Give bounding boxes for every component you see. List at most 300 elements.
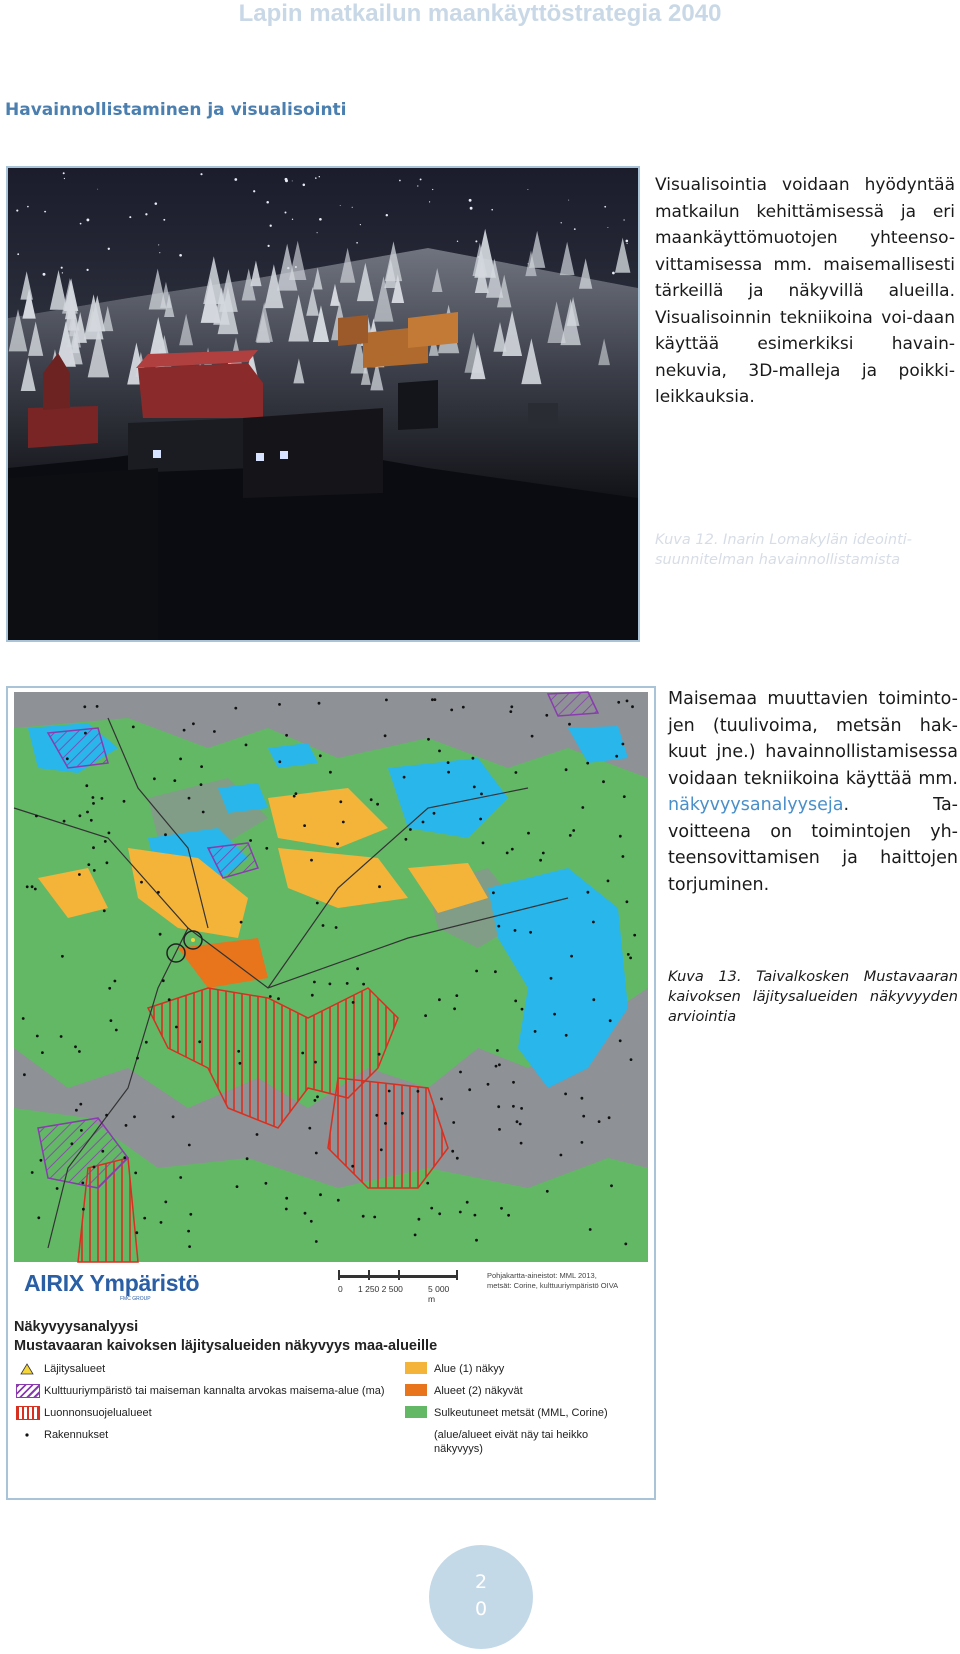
building-dot [93, 869, 96, 872]
building-dot [409, 828, 412, 831]
nature-reserve-swatch [16, 1406, 40, 1420]
building-dot [101, 1150, 104, 1153]
building-dot [92, 796, 95, 799]
building-dot [314, 1061, 317, 1064]
star [527, 189, 528, 190]
building-dot [466, 1201, 469, 1204]
building-dot [450, 709, 453, 712]
forest-swatch [405, 1406, 427, 1418]
building-dot [495, 1065, 498, 1068]
building-dot [546, 1190, 549, 1193]
figure-13-caption: Kuva 13. Taivalkosken Mustavaaran kaivoksen läjitysalueiden näkyvyyden arviointia [668, 969, 958, 1025]
building-dot [93, 1166, 96, 1169]
star [253, 190, 255, 192]
building-dot [56, 1187, 59, 1190]
block2-paragraph-start: Maisemaa muuttavien toiminto-jen (tuulivoima, metsän hak-kuut jne.) havainnollistamisessa voidaan tekniikoina käyttää mm. [668, 689, 958, 789]
star [623, 219, 624, 220]
building-dot [494, 970, 497, 973]
star [163, 219, 165, 221]
building-dot [515, 771, 518, 774]
star [266, 201, 269, 204]
star [86, 269, 88, 271]
scale-bar [338, 1267, 458, 1304]
building-dot [514, 1000, 517, 1003]
star [317, 232, 318, 233]
building-dot [531, 735, 534, 738]
building-dot [277, 997, 280, 1000]
building-dot [462, 706, 465, 709]
map-image [8, 688, 654, 1268]
star [179, 254, 182, 257]
building-dot [507, 1214, 510, 1217]
building-dot [479, 818, 482, 821]
legend-title-line2: Mustavaaran kaivoksen läjitysalueiden näkyvyys maa-alueille [14, 1338, 438, 1354]
building-dot [80, 1129, 83, 1132]
building-dot [564, 1093, 567, 1096]
building-dot [370, 798, 373, 801]
star [360, 224, 361, 225]
page-number-digit-1: 2 [474, 1571, 488, 1593]
building-dot [512, 1105, 515, 1108]
building-dot [26, 885, 29, 888]
building-dot [497, 1105, 500, 1108]
culture-area-swatch [16, 1384, 40, 1398]
building-dot [236, 1185, 239, 1188]
figure-12-caption: Kuva 12. Inarin Lomakylän ideointi-suunnitelman havainnollistamista [655, 532, 913, 568]
building-dot [572, 829, 575, 832]
building-dot [592, 921, 595, 924]
map-legend [12, 1266, 642, 1494]
building-dot [134, 1172, 137, 1175]
building-dot [133, 1115, 136, 1118]
star [469, 199, 472, 202]
visible-1-swatch [405, 1362, 427, 1374]
building-dot [527, 832, 530, 835]
star [158, 244, 159, 245]
building-dot [316, 902, 319, 905]
building-dot [401, 1112, 404, 1115]
star [475, 240, 477, 242]
building-dot [473, 786, 476, 789]
building-dot [304, 1212, 307, 1215]
building-dot [431, 698, 434, 701]
star [155, 202, 158, 205]
building-dot [514, 929, 517, 932]
building-dot [335, 926, 338, 929]
star [470, 207, 473, 210]
building-dot [153, 777, 156, 780]
building-dot [157, 891, 160, 894]
visibility-analysis-link[interactable]: näkyvyysanalyyseja [668, 795, 844, 815]
building-dot [627, 953, 630, 956]
building-dot [440, 1098, 443, 1101]
building-dot [313, 981, 316, 984]
building-dot [510, 705, 513, 708]
building-dot [87, 863, 90, 866]
building-dot [373, 1216, 376, 1219]
building-dot [246, 1157, 249, 1160]
star [292, 219, 293, 220]
building-dot [438, 998, 441, 1001]
building-dot [496, 1049, 499, 1052]
building-dot [140, 881, 143, 884]
star [292, 180, 293, 181]
figure-12-night-visualisation [6, 166, 640, 642]
building-dot [351, 1165, 354, 1168]
night-village-illustration [8, 168, 638, 640]
building-dot [285, 1208, 288, 1211]
building-dot [192, 722, 195, 725]
star [16, 210, 18, 212]
building-dot [581, 1141, 584, 1144]
building-dot [480, 793, 483, 796]
building-dot [310, 859, 313, 862]
building-dot [630, 1058, 633, 1061]
building-dot [22, 1017, 25, 1020]
building-dot [31, 885, 34, 888]
building-dot [66, 757, 69, 760]
building-dot [512, 1081, 515, 1084]
building-dot [434, 698, 437, 701]
building-dot [378, 1053, 381, 1056]
building-dot [234, 707, 237, 710]
building-dot [609, 1019, 612, 1022]
building-dot [303, 824, 306, 827]
star [399, 180, 401, 182]
building-dot [506, 852, 509, 855]
block1-paragraph: Visualisointia voidaan hyödyntää matkailun kehittämisessä ja eri maankäyttömuotojen yhteenso-vittamisessa mm. maisemallisesti tärkeillä ja näkyvillä alueilla. Visualisoinnin tekniikoina voi-daan käyttää esimerkiksi havain-nekuvia, 3D-malleja ja poikki-leikkauksia. [655, 175, 955, 407]
building-dot [539, 859, 542, 862]
building-dot [213, 730, 216, 733]
building-dot [520, 1107, 523, 1110]
building-dot [424, 1014, 427, 1017]
star [200, 173, 202, 175]
building-dot [475, 970, 478, 973]
legend-forests: Sulkeutuneet metsät (MML, Corine) [434, 1407, 608, 1419]
legend-visible-1: Alue (1) näkyy [434, 1363, 505, 1375]
building-dot [110, 1019, 113, 1022]
star [27, 206, 29, 208]
building-dot [592, 998, 595, 1001]
building-dot [295, 792, 298, 795]
building-dot [63, 820, 66, 823]
building-dot [60, 1035, 63, 1038]
star [97, 189, 98, 190]
star [61, 267, 63, 269]
building-dot [492, 891, 495, 894]
building-dot [560, 1154, 563, 1157]
building-dot [164, 1201, 167, 1204]
building-dot [336, 842, 339, 845]
building-dot [78, 1050, 81, 1053]
building-dot [608, 1116, 611, 1119]
building-dot [362, 1215, 365, 1218]
building-dot [316, 1095, 319, 1098]
star [129, 216, 131, 218]
building-dot [202, 811, 205, 814]
legend-not-visible-line2: näkyvyys) [434, 1443, 483, 1455]
legend-nature-reserves: Luonnonsuojelualueet [44, 1407, 152, 1419]
building-dot [403, 776, 406, 779]
building-dot [85, 784, 88, 787]
building-dot [132, 726, 135, 729]
building-dot [529, 931, 532, 934]
building-dot [188, 1245, 191, 1248]
star [627, 243, 628, 244]
star [64, 178, 65, 179]
building-dot [311, 994, 314, 997]
star [108, 248, 110, 250]
building-dot [615, 755, 618, 758]
star [491, 209, 493, 211]
building-dot [92, 802, 95, 805]
building-dot [582, 1115, 585, 1118]
building-dot [511, 848, 514, 851]
star [86, 218, 89, 221]
building-dot [586, 762, 589, 765]
building-dot [74, 1045, 77, 1048]
figure-13-visibility-map [6, 686, 656, 1500]
star [352, 207, 353, 208]
building-dot [198, 1040, 201, 1043]
building-dot [301, 1052, 304, 1055]
building-dot [384, 734, 387, 737]
building-dot [61, 955, 64, 958]
star [159, 252, 160, 253]
building-dot [619, 835, 622, 838]
star [356, 242, 358, 244]
building-dot [542, 852, 545, 855]
building-dot [41, 1051, 44, 1054]
building-dot [315, 1152, 318, 1155]
scale-label-0: 0 [338, 1284, 343, 1294]
building-dot [329, 983, 332, 986]
building-dot [145, 1041, 148, 1044]
star [303, 184, 306, 187]
building-dot [329, 771, 332, 774]
building-dot [380, 1148, 383, 1151]
star [432, 189, 433, 190]
building-dot [315, 1240, 318, 1243]
building-dot [200, 783, 203, 786]
building-dot [37, 1216, 40, 1219]
building-dot [172, 1115, 175, 1118]
building-dot [79, 1103, 82, 1106]
building-dot [34, 888, 37, 891]
building-dot [352, 1001, 355, 1004]
building-dot [82, 1208, 85, 1211]
building-dot [475, 1239, 478, 1242]
building-dot [581, 1097, 584, 1100]
building-dot [108, 987, 111, 990]
building-dot [384, 1122, 387, 1125]
building-dot [587, 891, 590, 894]
building-dot [256, 1133, 259, 1136]
star [561, 222, 562, 223]
document-title: Lapin matkailun maankäyttöstrategia 2040 [238, 0, 722, 27]
building-dot [426, 1182, 429, 1185]
building-dot [468, 1088, 471, 1091]
building-dot [308, 1127, 311, 1130]
building-dot [318, 702, 321, 705]
building-dot [187, 1230, 190, 1233]
building-dot [378, 885, 381, 888]
building-dot [624, 1243, 627, 1246]
building-dot [430, 1207, 433, 1210]
building-dot [179, 1176, 182, 1179]
building-dot [269, 995, 272, 998]
star [417, 185, 418, 186]
building-dot [418, 1218, 421, 1221]
building-dot [472, 757, 475, 760]
building-dot [581, 806, 584, 809]
star [285, 212, 287, 214]
building-dot [497, 925, 500, 928]
building-dot [565, 768, 568, 771]
building-dot [550, 977, 553, 980]
building-dot [114, 980, 117, 983]
star [270, 225, 272, 227]
star [568, 200, 569, 201]
building-dot [115, 1029, 118, 1032]
legend-culture-area: Kulttuuriympäristö tai maiseman kannalta arvokas maisema-alue (ma) [44, 1385, 385, 1397]
building-dot [240, 921, 243, 924]
building-dot [452, 1121, 455, 1124]
building-dot [245, 744, 248, 747]
building-dot [520, 1142, 523, 1145]
building-dot [35, 815, 38, 818]
star [319, 218, 322, 221]
building-dot [188, 797, 191, 800]
star [319, 176, 320, 177]
building-dot [433, 812, 436, 815]
building-dot [106, 861, 109, 864]
building-dot [610, 1184, 613, 1187]
building-dot [31, 1171, 34, 1174]
star [80, 223, 82, 225]
section-heading: Havainnollistaminen ja visualisointi [5, 100, 347, 120]
building-dot [388, 1090, 391, 1093]
building-dot [622, 855, 625, 858]
block2-paragraph [668, 686, 958, 898]
building-dot [417, 1090, 420, 1093]
building-dot [265, 1182, 268, 1185]
building-dot [285, 734, 288, 737]
page-number-digit-2: 0 [474, 1598, 488, 1620]
building-dot [183, 729, 186, 732]
building-dot [500, 1207, 503, 1210]
building-dot [617, 701, 620, 704]
building-dot [456, 1157, 459, 1160]
star [625, 240, 628, 243]
building-dot [164, 833, 167, 836]
building-dot [626, 900, 629, 903]
star [63, 172, 65, 174]
scale-label-2: 5 000 m [428, 1284, 450, 1304]
building-dot [135, 1231, 138, 1234]
building-dot [553, 1013, 556, 1016]
star [340, 205, 341, 206]
building-dot [84, 732, 87, 735]
building-dot [598, 1120, 601, 1123]
building-dot [633, 934, 636, 937]
building-dot [376, 803, 379, 806]
building-dot [385, 699, 388, 702]
building-dot [104, 840, 107, 843]
building-dot [96, 705, 99, 708]
map-source [487, 1271, 618, 1291]
building-dot [159, 933, 162, 936]
building-dot [570, 955, 573, 958]
building-dot [337, 1199, 340, 1202]
scale-label-1: 1 250 2 500 [358, 1284, 403, 1294]
building-dot [189, 1213, 192, 1216]
star [386, 214, 388, 216]
building-dot [414, 1234, 417, 1237]
building-dot [459, 1071, 462, 1074]
building-dot [346, 982, 349, 985]
building-dot [459, 1211, 462, 1214]
building-dot [342, 821, 345, 824]
building-dot [319, 1193, 322, 1196]
building-dot [534, 1030, 537, 1033]
building-dot [619, 1039, 622, 1042]
building-dot [474, 1214, 477, 1217]
star [145, 213, 147, 215]
building-dot [293, 795, 296, 798]
building-dot [319, 754, 322, 757]
building-dot [422, 821, 425, 824]
building-dot [237, 1050, 240, 1053]
star [234, 178, 237, 181]
legend-brand: AIRIX Ympäristö [24, 1270, 200, 1296]
star [429, 201, 430, 202]
building-dot [314, 1099, 317, 1102]
building-dot [83, 705, 86, 708]
star [457, 241, 458, 242]
building-dot [589, 1228, 592, 1231]
page-number-badge [429, 1545, 533, 1649]
building-dot [339, 800, 342, 803]
building-dot [105, 1114, 108, 1117]
building-dot [71, 1142, 74, 1145]
building-dot [629, 957, 632, 960]
star [44, 211, 46, 213]
map-source-line1: Pohjakartta-aineistot: MML 2013, [487, 1271, 597, 1280]
building-dot [123, 800, 126, 803]
visible-2-swatch [405, 1384, 427, 1396]
building-dot [451, 1150, 454, 1153]
building-dot [188, 1144, 191, 1147]
building-dot [569, 834, 572, 837]
building-dot [101, 797, 104, 800]
building-dot [79, 814, 82, 817]
legend-not-visible-line1: (alue/alueet eivät näy tai heikko [434, 1429, 589, 1441]
building-dot [565, 1034, 568, 1037]
legend-buildings: Rakennukset [44, 1429, 109, 1441]
star [574, 228, 576, 230]
building-dot [173, 779, 176, 782]
block2-paragraph-end: . Ta-voitteena on toimintojen yh-teensovittamisen ja haittojen torjuminen. [668, 795, 958, 895]
star [267, 245, 269, 247]
building-dot [310, 1220, 313, 1223]
building-swatch [16, 1428, 38, 1440]
building-dot [607, 880, 610, 883]
star [607, 227, 608, 228]
dumping-area-swatch [16, 1362, 38, 1374]
building-dot [498, 1128, 501, 1131]
legend-title [14, 1318, 437, 1356]
